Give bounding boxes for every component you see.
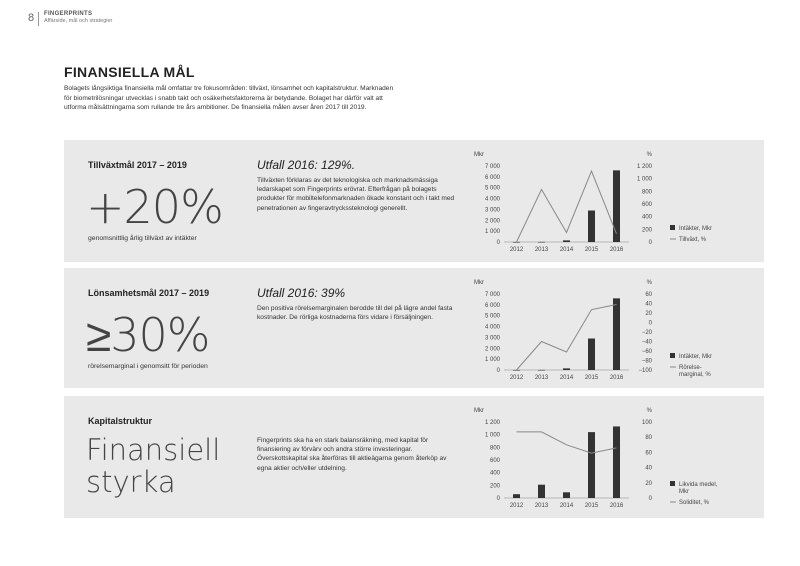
bar [538,370,545,371]
legend-bar-swatch [670,225,675,230]
left-tick-label: 6 000 [484,174,500,181]
outcome-heading: Utfall 2016: 129%. [257,158,356,172]
bar [513,370,520,371]
header-brand: FINGERPRINTS [44,11,93,17]
target-value-line: styrka [86,465,176,499]
panel-title: Tillväxtmål 2017 – 2019 [88,160,187,170]
right-tick-label: 400 [641,214,652,221]
right-tick-label: 1 200 [636,164,652,170]
legend-bar-swatch [670,353,675,358]
right-tick-label: 20 [645,311,652,317]
legend-label: Intäkter, Mkr [679,354,713,360]
right-tick-label: −40 [641,339,652,346]
right-tick-label: 0 [648,240,652,246]
bar [538,242,545,243]
left-axis-unit: Mkr [474,152,484,158]
left-tick-label: 1 000 [484,432,500,439]
right-tick-label: 1 000 [636,176,652,183]
target-caption: genomsnittlig årlig tillväxt av intäkter [88,235,197,242]
left-tick-label: 0 [496,368,500,374]
right-tick-label: 200 [641,227,652,234]
left-tick-label: 1 000 [484,357,500,364]
target-value-line: Finansiell [86,433,221,467]
panel-description: Fingerprints ska ha en stark balansräkning, med kapital för finansiering av förvärv och andra större investeringar. Överskottskapital ska återföras till aktieägarna genom återköp av egna aktier och/eller utdelning. [257,437,447,472]
right-axis-unit: % [646,280,652,286]
left-tick-label: 5 000 [484,313,500,320]
x-tick-label: 2016 [609,503,624,509]
right-tick-label: 800 [641,189,652,196]
target-value [86,434,220,498]
bar [513,494,520,498]
series-line [517,304,617,370]
left-tick-label: 6 000 [484,302,500,309]
left-tick-label: 7 000 [484,292,500,298]
right-tick-label: 100 [641,420,652,426]
left-axis-unit: Mkr [474,408,484,414]
bar [613,298,620,370]
bar [588,339,595,370]
series-line [517,432,617,453]
left-tick-label: 2 000 [484,218,500,225]
profitability-target-panel [64,268,764,388]
capital-chart [474,400,764,512]
bar [613,426,620,498]
x-tick-label: 2012 [509,503,524,509]
left-tick-label: 3 000 [484,207,500,214]
bar [538,485,545,498]
left-tick-label: 4 000 [484,324,500,331]
left-tick-label: 800 [489,445,500,452]
header-section: Affärside, mål och strategier [44,18,113,24]
right-tick-label: 60 [645,450,652,457]
panel-description: Tillväxten förklaras av det teknologiska och marknadsmässiga ledarskapet som Fingerprints erövrat. Efterfrågan på bolagets produkter för mobiltelefonmarknaden ökade konstant och i takt med penetrationen av fingeravtryckssteknologi generellt. [257,177,455,212]
legend-label: Intäkter, Mkr [679,226,713,232]
left-tick-label: 200 [489,483,500,490]
right-tick-label: 80 [645,435,652,442]
right-tick-label: 20 [645,480,652,487]
right-tick-label: 40 [645,301,652,308]
right-tick-label: −60 [641,349,652,355]
x-tick-label: 2016 [609,375,624,381]
growth-chart [474,144,764,256]
x-tick-label: 2014 [559,247,574,253]
x-tick-label: 2013 [534,247,549,253]
intro-paragraph: Bolagets långsiktiga finansiella mål omfattar tre fokusområden: tillväxt, lönsamhet och kapitalstruktur. Marknaden för biometrilösningar utvecklas i snabb takt och osäkerhetsfaktorerna är betydande. Bolaget har därför valt att utforma målsättningarna som rullande tre års ambitioner. De finansiella målen avser åren 2017 till 2019. [64,85,394,112]
legend-label: Mkr [679,489,689,495]
left-tick-label: 5 000 [484,185,500,192]
right-tick-label: 0 [648,496,652,502]
left-tick-label: 3 000 [484,335,500,342]
target-caption: rörelsemarginal i genomsitt för perioden [88,363,208,370]
x-tick-label: 2014 [559,375,574,381]
right-tick-label: −20 [641,330,652,336]
target-value: +20% [86,180,223,234]
legend-label: Likvida medel, [679,482,718,488]
x-tick-label: 2012 [509,247,524,253]
x-tick-label: 2015 [584,375,599,381]
x-tick-label: 2013 [534,375,549,381]
page-number: 8 [28,12,35,24]
left-tick-label: 400 [489,470,500,477]
x-tick-label: 2012 [509,375,524,381]
bar [513,242,520,243]
bar [613,170,620,242]
x-tick-label: 2015 [584,247,599,253]
bar [563,492,570,498]
page-title: FINANSIELLA MÅL [64,64,195,80]
bar [563,240,570,242]
growth-target-panel [64,140,764,262]
bar [563,368,570,370]
x-tick-label: 2016 [609,247,624,253]
legend-label: Tillväxt, % [679,237,707,243]
bar [588,211,595,242]
right-tick-label: −80 [641,358,652,365]
legend-bar-swatch [670,481,675,486]
profitability-chart [474,272,764,384]
x-tick-label: 2013 [534,503,549,509]
left-tick-label: 7 000 [484,164,500,170]
series-line [517,171,617,242]
panel-description: Den positiva rörelsemarginalen berodde till del på lägre andel fasta kostnader. De rörliga kostnaderna förs vidare i försäljningen. [257,305,453,322]
left-tick-label: 4 000 [484,196,500,203]
legend-label: marginal, % [679,372,711,378]
panel-title: Kapitalstruktur [88,416,153,426]
left-tick-label: 0 [496,496,500,502]
right-tick-label: −100 [638,368,652,374]
right-tick-label: 40 [645,465,652,472]
right-tick-label: 0 [648,320,652,327]
capital-structure-panel [64,396,764,518]
target-value: ≥30% [86,308,210,362]
legend-label: Soliditet, % [679,500,710,506]
right-tick-label: 60 [645,292,652,298]
left-tick-label: 600 [489,458,500,464]
x-tick-label: 2015 [584,503,599,509]
left-tick-label: 1 000 [484,229,500,236]
outcome-heading: Utfall 2016: 39% [257,286,346,300]
left-tick-label: 0 [496,240,500,246]
right-axis-unit: % [646,152,652,158]
panel-title: Lönsamhetsmål 2017 – 2019 [88,288,210,298]
right-axis-unit: % [646,408,652,414]
header-divider [38,12,39,26]
bar [588,432,595,498]
right-tick-label: 600 [641,202,652,208]
legend-label: Rörelse- [679,365,702,371]
left-tick-label: 1 200 [484,420,500,426]
left-axis-unit: Mkr [474,280,484,286]
left-tick-label: 2 000 [484,346,500,353]
x-tick-label: 2014 [559,503,574,509]
